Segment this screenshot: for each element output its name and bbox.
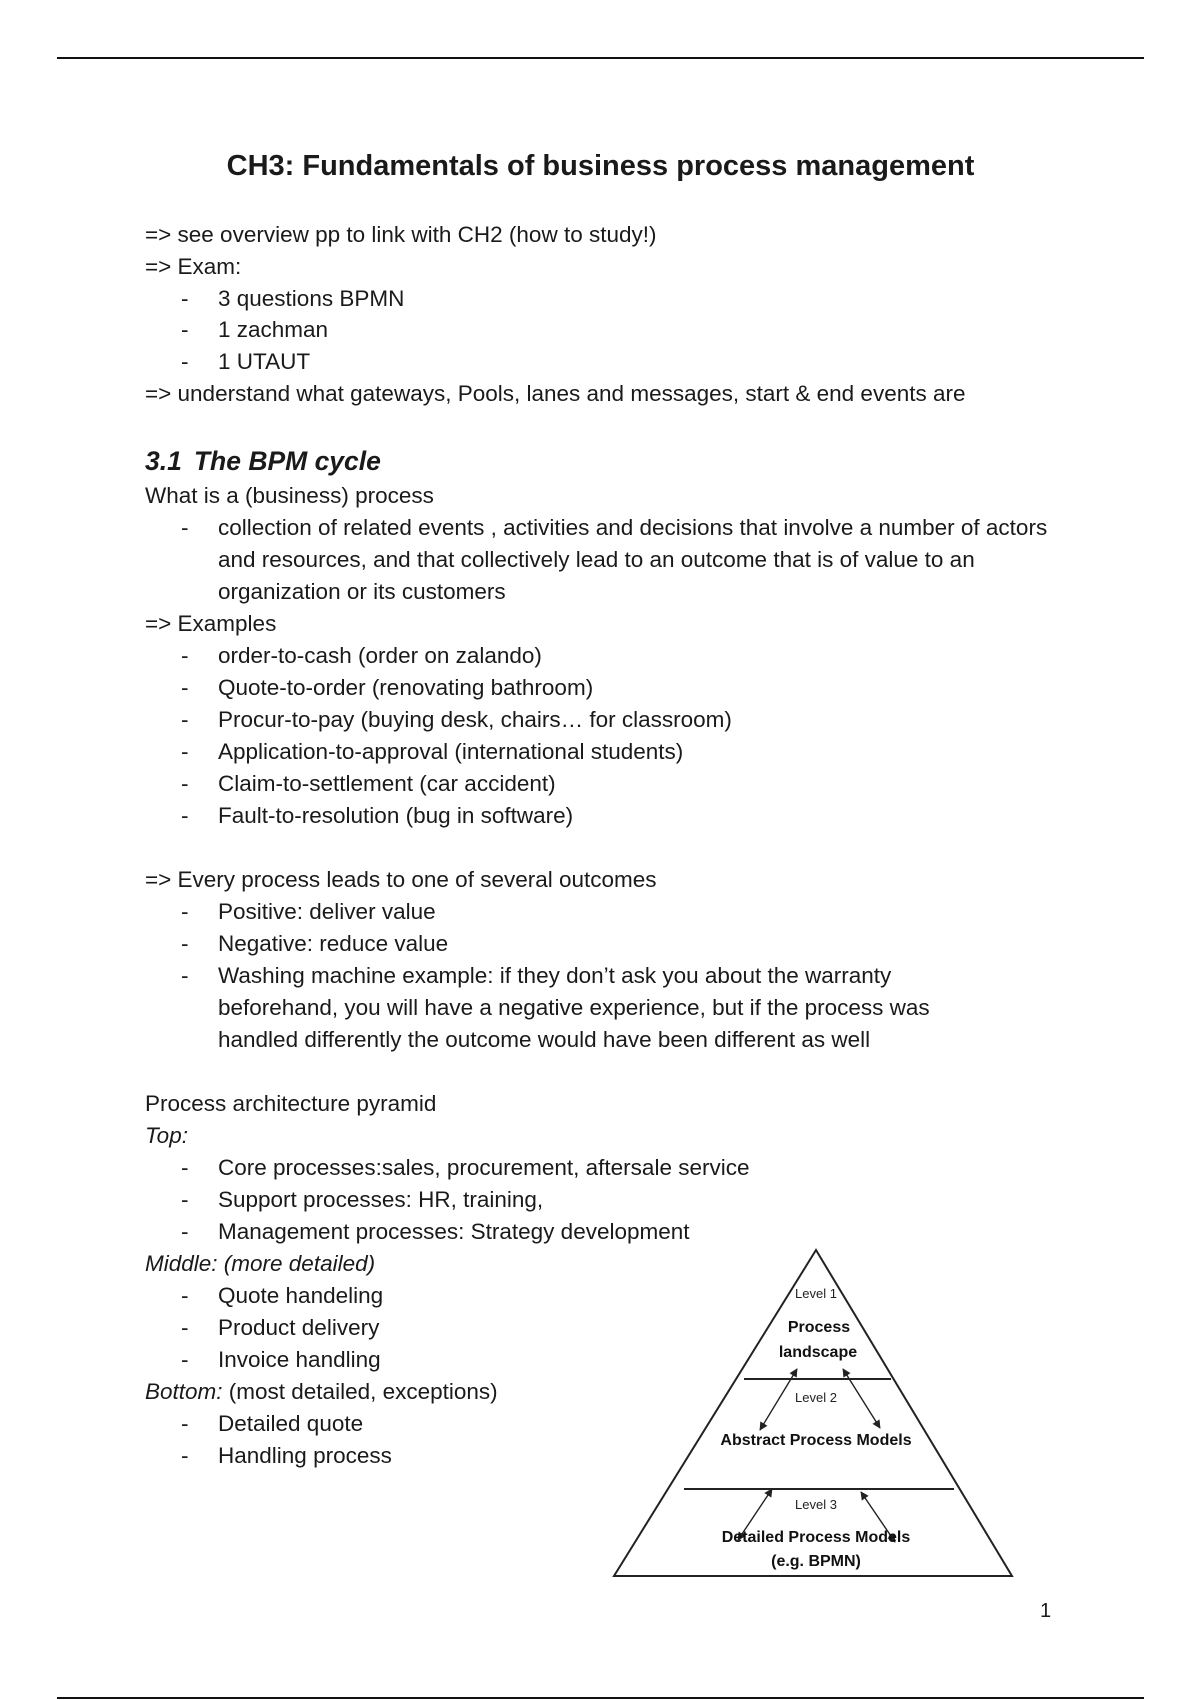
list-item: - Quote handeling [181, 1283, 384, 1308]
level3-name: Detailed Process Models [721, 1529, 911, 1546]
list-item: - Product delivery [181, 1315, 380, 1340]
section-heading: 3.1 The BPM cycle [145, 446, 381, 476]
list-item: - Positive: deliver value [181, 899, 436, 924]
arrow [843, 1369, 880, 1428]
page-number: 1 [1040, 1600, 1052, 1622]
process-pyramid-diagram [608, 1240, 1024, 1580]
level3-label: Level 3 [795, 1497, 837, 1512]
outcomes-label: => Every process leads to one of several outcomes [145, 867, 657, 892]
process-question: What is a (business) process [145, 483, 434, 508]
list-item: - Negative: reduce value [181, 931, 449, 956]
list-item: - collection of related events , activities and decisions that involve a number of actors and resources, and that collectively lead to an outcome that is of value to an organization or its customers [181, 515, 1048, 604]
list-item: - Application-to-approval (international students) [181, 739, 684, 764]
list-item: - Support processes: HR, training, [181, 1187, 544, 1212]
list-item: - Washing machine example: if they don’t ask you about the warranty beforehand, you will have a negative experience, but if the process was handled differently the outcome would have been different as well [181, 963, 930, 1052]
level1-name: landscape [778, 1344, 858, 1361]
list-item: - Handling process [181, 1443, 392, 1468]
level1-name: Process [787, 1319, 851, 1336]
level1-label: Level 1 [795, 1286, 837, 1301]
list-item: - Claim-to-settlement (car accident) [181, 771, 556, 796]
level3-sub: (e.g. BPMN) [771, 1553, 861, 1570]
exam-label: => Exam: [145, 254, 242, 279]
top-label: Top: [145, 1123, 188, 1148]
list-item: - Management processes: Strategy development [181, 1219, 690, 1244]
list-item: - Fault-to-resolution (bug in software) [181, 803, 574, 828]
list-item: - Quote-to-order (renovating bathroom) [181, 675, 594, 700]
list-item: - Procur-to-pay (buying desk, chairs… for classroom) [181, 707, 732, 732]
list-item: - order-to-cash (order on zalando) [181, 643, 542, 668]
list-item: - Invoice handling [181, 1347, 381, 1372]
bottom-label: Bottom: (most detailed, exceptions) [145, 1379, 498, 1404]
middle-label: Middle: (more detailed) [145, 1251, 376, 1276]
page-title: CH3: Fundamentals of business process management [226, 150, 975, 182]
header-rule [57, 57, 1144, 59]
examples-label: => Examples [145, 611, 277, 636]
list-item: - Detailed quote [181, 1411, 364, 1436]
intro-line: => see overview pp to link with CH2 (how to study!) [145, 222, 657, 247]
footer-rule [57, 1697, 1144, 1699]
pyramid-heading: Process architecture pyramid [145, 1091, 437, 1116]
list-item: - 1 zachman [181, 317, 329, 342]
list-item: - Core processes:sales, procurement, aftersale service [181, 1155, 750, 1180]
list-item: - 3 questions BPMN [181, 286, 405, 311]
level2-label: Level 2 [795, 1390, 837, 1405]
list-item: - 1 UTAUT [181, 349, 311, 374]
level2-name: Abstract Process Models [720, 1432, 912, 1449]
understand-line: => understand what gateways, Pools, lanes and messages, start & end events are [145, 381, 966, 406]
